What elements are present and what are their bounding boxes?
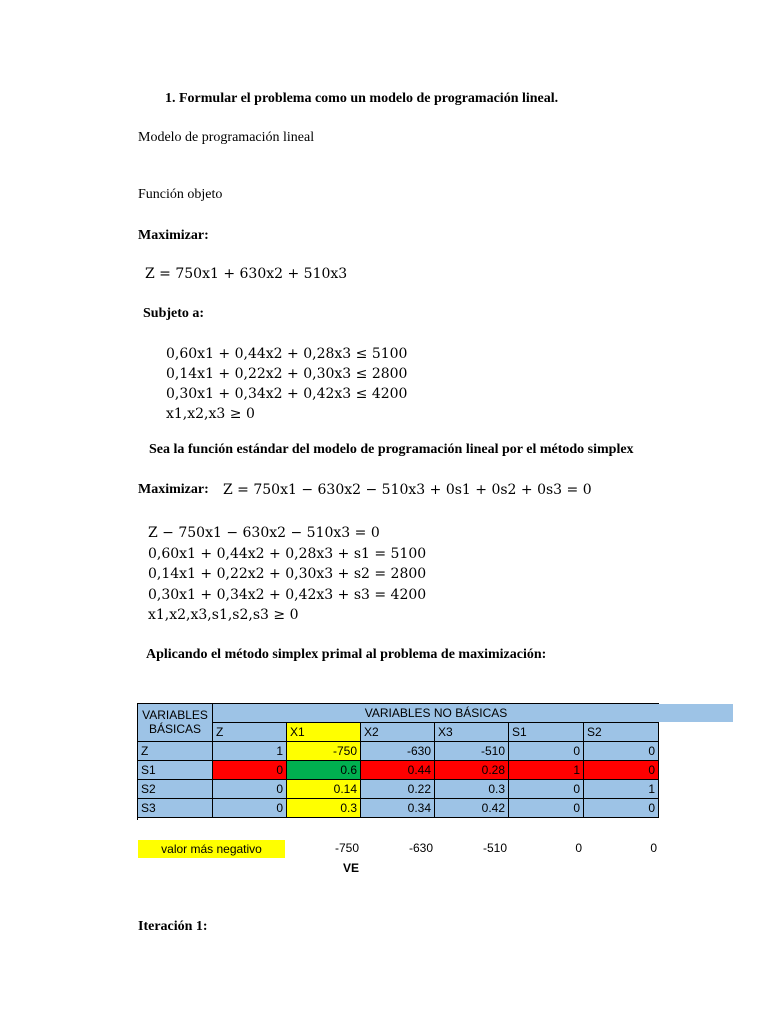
cell-s1-x3: 0.28 xyxy=(435,761,509,780)
standard-equations-block xyxy=(148,523,426,626)
col-header-x3: X3 xyxy=(435,723,509,742)
most-negative-x1: -750 xyxy=(334,841,359,855)
objective-heading: Función objeto xyxy=(138,187,223,202)
cell-s3-x1: 0.3 xyxy=(287,799,361,818)
cell-s2-x1: 0.14 xyxy=(287,780,361,799)
cell-s2-s2: 1 xyxy=(584,780,659,799)
standard-form-heading: Sea la función estándar del modelo de programación lineal por el método simplex xyxy=(149,442,634,457)
cell-s3-x2: 0.34 xyxy=(361,799,435,818)
standard-nonnegativity: x1,x2,x3,s1,s2,s3 ≥ 0 xyxy=(148,607,299,623)
maximize-label-2: Maximizar: xyxy=(138,482,209,497)
most-negative-x2: -630 xyxy=(408,841,433,855)
row-label-s2: S2 xyxy=(138,780,213,799)
constraint-3: 0,30x1 + 0,34x2 + 0,42x3 ≤ 4200 xyxy=(166,386,408,402)
cell-s3-x3: 0.42 xyxy=(435,799,509,818)
subject-to-label: Subjeto a: xyxy=(143,306,205,321)
constraint-1: 0,60x1 + 0,44x2 + 0,28x3 ≤ 5100 xyxy=(166,346,408,362)
most-negative-s1: 0 xyxy=(575,841,582,855)
col-header-z: Z xyxy=(213,723,287,742)
standard-equation-1: Z − 750x1 − 630x2 − 510x3 = 0 xyxy=(148,525,380,541)
simplex-heading: Aplicando el método simplex primal al problema de maximización: xyxy=(146,647,547,662)
basic-header-line2: BÁSICAS xyxy=(148,722,202,736)
section-title: 1. Formular el problema como un modelo de programación lineal. xyxy=(165,91,559,106)
standard-equation-3: 0,14x1 + 0,22x2 + 0,30x3 + s2 = 2800 xyxy=(148,566,427,582)
basic-header-line1: VARIABLES xyxy=(142,708,208,722)
cell-z-z: 1 xyxy=(213,742,287,761)
cell-z-s1: 0 xyxy=(509,742,584,761)
iteration-heading: Iteración 1: xyxy=(138,919,208,934)
maximize-label: Maximizar: xyxy=(138,228,209,243)
standard-equation-4: 0,30x1 + 0,34x2 + 0,42x3 + s3 = 4200 xyxy=(148,586,427,603)
cell-s1-s1: 1 xyxy=(509,761,584,780)
row-label-s1: S1 xyxy=(138,761,213,780)
most-negative-s2: 0 xyxy=(650,841,657,855)
cell-z-x1: -750 xyxy=(287,742,361,761)
cell-s3-s2: 0 xyxy=(584,799,659,818)
entering-variable-label: VE xyxy=(342,861,359,875)
cell-s3-s1: 0 xyxy=(509,799,584,818)
col-header-x2: X2 xyxy=(361,723,435,742)
cell-s3-z: 0 xyxy=(213,799,287,818)
model-heading: Modelo de programación lineal xyxy=(138,130,315,145)
cell-s2-s1: 0 xyxy=(509,780,584,799)
col-header-s2: S2 xyxy=(584,723,659,742)
basic-variables-header xyxy=(138,704,213,742)
most-negative-label: valor más negativo xyxy=(138,840,285,858)
pivot-cell: 0.6 xyxy=(287,761,361,780)
cell-s2-z: 0 xyxy=(213,780,287,799)
cell-z-x3: -510 xyxy=(435,742,509,761)
col-header-x1: X1 xyxy=(287,723,361,742)
cell-z-x2: -630 xyxy=(361,742,435,761)
cell-s1-z: 0 xyxy=(213,761,287,780)
objective-equation: Z = 750x1 + 630x2 + 510x3 xyxy=(145,266,348,282)
cell-z-s2: 0 xyxy=(584,742,659,761)
nonbasic-variables-header: VARIABLES NO BÁSICAS xyxy=(213,704,659,723)
constraints-block xyxy=(166,344,407,424)
standard-objective: Z = 750x1 − 630x2 − 510x3 + 0s1 + 0s2 + 0s3 = 0 xyxy=(223,482,592,498)
nonnegativity-constraint: x1,x2,x3 ≥ 0 xyxy=(166,406,255,422)
cell-s1-x2: 0.44 xyxy=(361,761,435,780)
cell-s2-x3: 0.3 xyxy=(435,780,509,799)
cell-s2-x2: 0.22 xyxy=(361,780,435,799)
most-negative-x3: -510 xyxy=(482,841,507,855)
constraint-2: 0,14x1 + 0,22x2 + 0,30x3 ≤ 2800 xyxy=(166,366,408,382)
col-header-s1: S1 xyxy=(509,723,584,742)
standard-equation-2: 0,60x1 + 0,44x2 + 0,28x3 + s1 = 5100 xyxy=(148,545,427,562)
cell-s1-s2: 0 xyxy=(584,761,659,780)
row-label-s3: S3 xyxy=(138,799,213,818)
row-label-z: Z xyxy=(138,742,213,761)
